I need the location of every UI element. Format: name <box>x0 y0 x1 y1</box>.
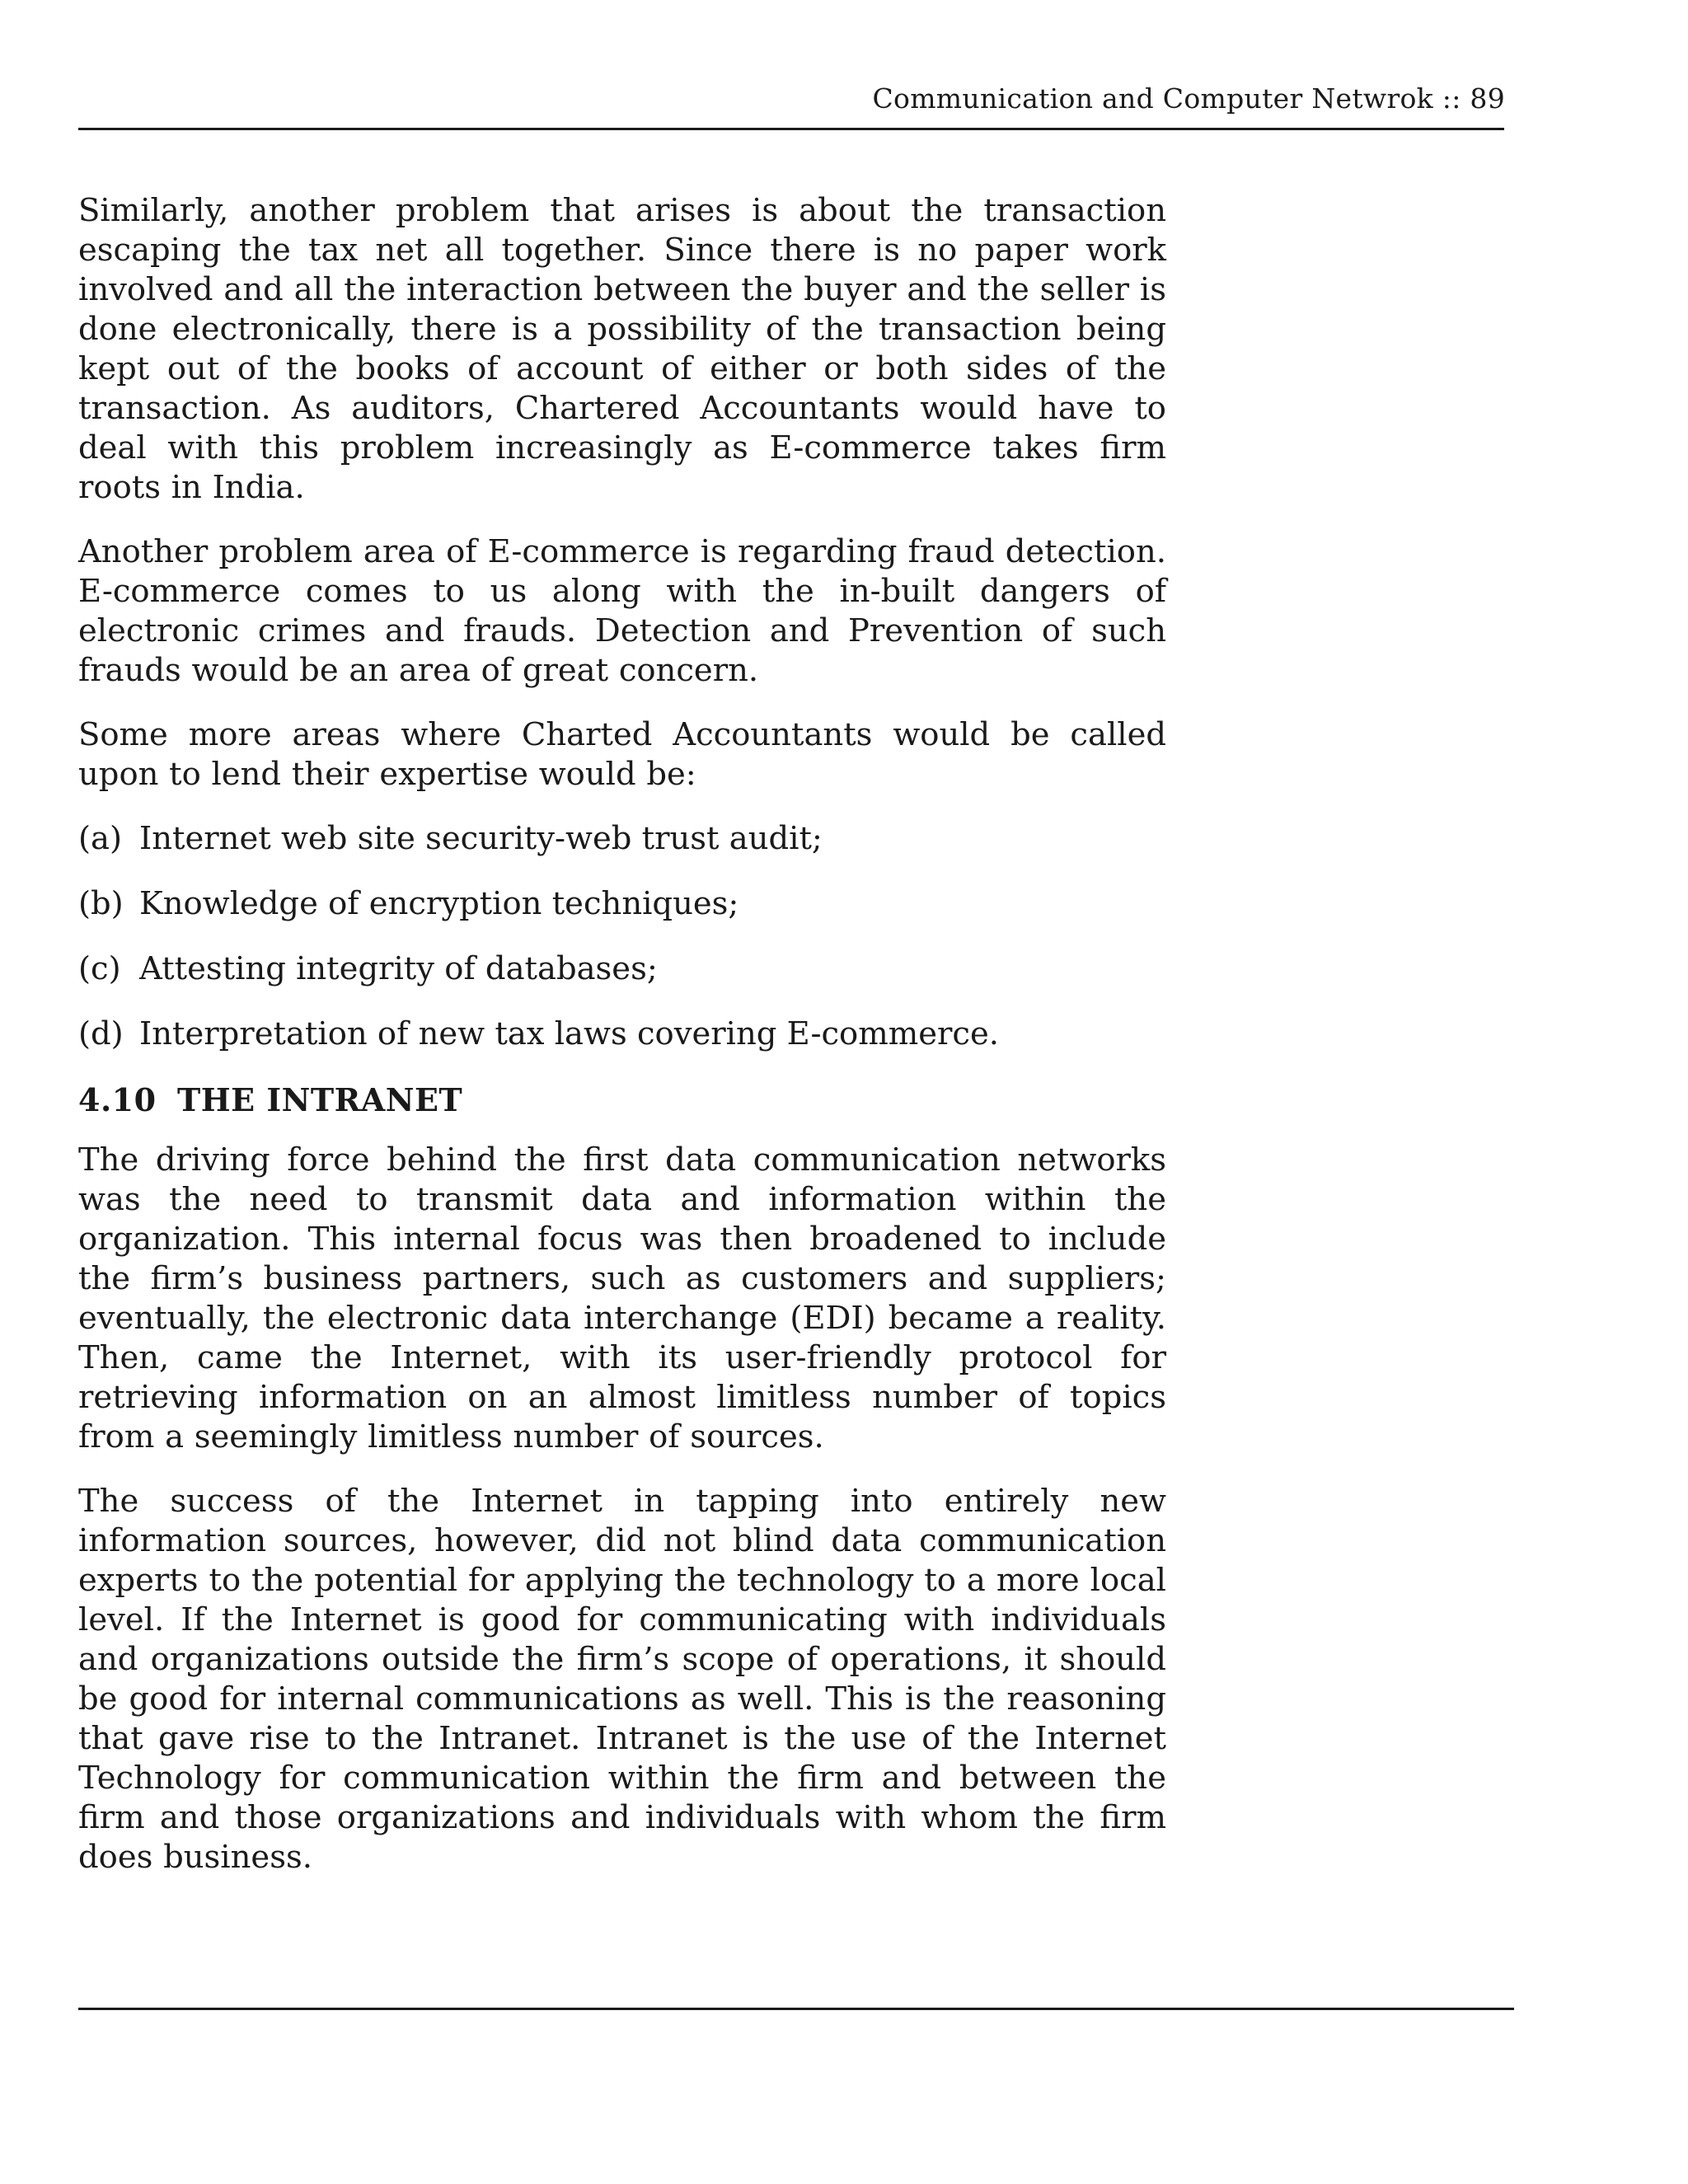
list-marker: (a) <box>78 820 122 857</box>
list-marker: (c) <box>78 950 121 987</box>
list-text: Knowledge of encryption techniques; <box>139 885 739 922</box>
header-rule <box>78 128 1504 130</box>
list-text: Attesting integrity of databases; <box>139 950 658 987</box>
list-marker: (b) <box>78 885 124 922</box>
list-text: Interpretation of new tax laws covering E-commerce. <box>139 1015 999 1052</box>
section-heading <box>78 1081 1166 1119</box>
footer-rule <box>78 2008 1514 2010</box>
list-item <box>78 819 1166 859</box>
paragraph-fraud-detection: Another problem area of E-commerce is regarding fraud detection. E-commerce comes to us along with the in-built dangers of electronic crimes and frauds. Detection and Prevention of such frauds would be an area of great concern. <box>78 533 1166 689</box>
list-item <box>78 884 1166 924</box>
list-item <box>78 949 1166 989</box>
list-text: Internet web site security-web trust audit; <box>139 820 823 857</box>
section-title: THE INTRANET <box>177 1081 463 1118</box>
list-item <box>78 1015 1166 1054</box>
section-number: 4.10 <box>78 1081 157 1118</box>
expertise-list <box>78 819 1166 1054</box>
paragraph-intranet-definition: The success of the Internet in tapping into entirely new information sources, however, did not blind data communication experts to the potential for applying the technology to a more local level. If the Internet is good for communicating with individuals and organizations outside the firm’s scope of operations, it should be good for internal communications as well. This is the reasoning that gave rise to the Intranet. Intranet is the use of the Internet Technology for communication within the firm and between the firm and those organizations and individuals with whom the firm does business. <box>78 1483 1166 1876</box>
running-head: Communication and Computer Netwrok :: 89 <box>872 82 1505 115</box>
page-body <box>78 191 1166 1902</box>
paragraph-more-areas: Some more areas where Charted Accountants would be called upon to lend their expertise would be: <box>78 716 1166 793</box>
list-marker: (d) <box>78 1015 124 1052</box>
paragraph-intranet-origin: The driving force behind the first data communication networks was the need to transmit data and information within the organization. This internal focus was then broadened to include the firm’s business partners, such as customers and suppliers; eventually, the electronic data interchange (EDI) became a reality. Then, came the Internet, with its user-friendly protocol for retrieving information on an almost limitless number of topics from a seemingly limitless number of sources. <box>78 1141 1166 1455</box>
paragraph-tax-net: Similarly, another problem that arises is about the transaction escaping the tax net all together. Since there is no paper work involved and all the interaction between the buyer and the seller is done electronically, there is a possibility of the transaction being kept out of the books of account of either or both sides of the transaction. As auditors, Chartered Accountants would have to deal with this problem increasingly as E-commerce takes firm roots in India. <box>78 192 1166 506</box>
